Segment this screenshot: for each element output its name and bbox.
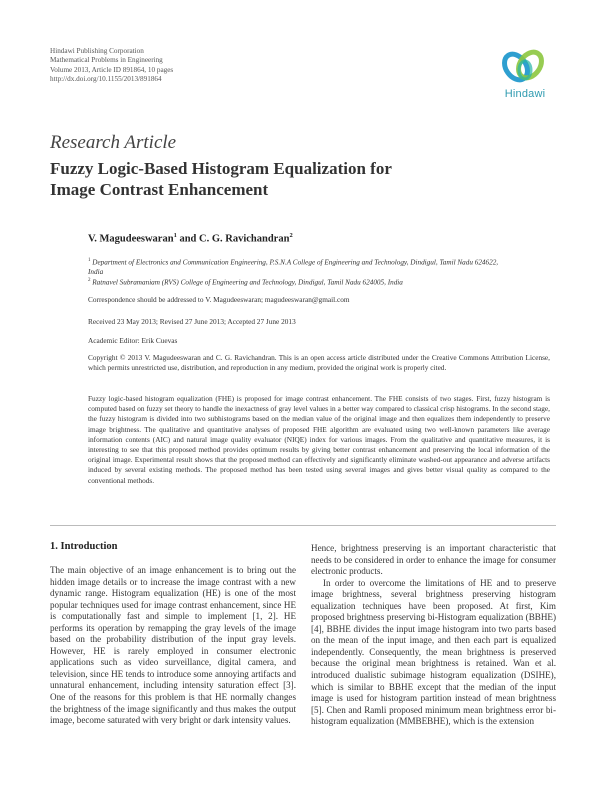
affiliation-marker: 2 bbox=[88, 278, 91, 283]
author-list bbox=[88, 232, 293, 245]
body-paragraph: The main objective of an image enhancement is to bring out the hidden image details or to increase the image contrast with a new dynamic range. Histogram equalization (HE) is one of the most popular techniques used for image contrast enhancement, since HE is computationally fast and simple to implement [1, 2]. HE performs its operation by remapping the gray levels of the image based on the probability distribution of the input gray levels. However, HE is rarely employed in consumer electronic applications such as video surveillance, digital camera, and television, since HE tends to introduce some annoying artifacts and unnatural enhancement, including intensity saturation effect [3]. One of the reasons for this problem is that HE normally changes the brightness of the image significantly and thus makes the output image, become saturated with very bright or dark intensity values. bbox=[50, 565, 296, 726]
copyright-notice: Copyright © 2013 V. Magudeeswaran and C. G. Ravichandran. This is an open access article distributed under the Creative Commons Attribution License, which permits unrestricted use, distribution, and reproduction in any medium, provided the original work is properly cited. bbox=[88, 353, 550, 372]
body-paragraph: In order to overcome the limitations of HE and to preserve image brightness, several brightness preserving histogram equalization techniques have been proposed. At first, Kim proposed brightness preserving bi-Histogram equalization (BBHE) [4], BBHE divides the input image histogram into two parts based on the mean of the input image, and then each part is equalized independently. Consequently, the mean brightness is preserved because the original mean brightness is retained. Wan et al. introduced dualistic subimage histogram equalization (DSIHE), which is similar to BBHE except that the median of the input image is used for histogram partition instead of mean brightness [5]. Chen and Ramli proposed minimum mean brightness error bi-histogram equalization (MMBEBHE), which is the extension bbox=[311, 577, 556, 727]
volume-info: Volume 2013, Article ID 891864, 10 pages bbox=[50, 65, 174, 74]
author-conjunction: and bbox=[176, 233, 199, 245]
doi-link[interactable]: http://dx.doi.org/10.1155/2013/891864 bbox=[50, 75, 162, 84]
correspondence: Correspondence should be addressed to V. Magudeeswaran; magudeeswaran@gmail.com bbox=[88, 295, 350, 304]
title-line: Fuzzy Logic-Based Histogram Equalization for bbox=[50, 159, 392, 178]
title-line: Image Contrast Enhancement bbox=[50, 180, 269, 199]
section-divider bbox=[50, 525, 556, 526]
affiliation-marker: 2 bbox=[289, 232, 293, 239]
affiliation-text: Ratnavel Subramaniam (RVS) College of Engineering and Technology, Dindigul, Tamil Nadu 624005, India bbox=[92, 278, 403, 287]
publisher-info bbox=[50, 47, 173, 85]
hindawi-logo-icon bbox=[494, 46, 556, 88]
affiliation-1 bbox=[88, 256, 508, 278]
affiliation-2 bbox=[88, 276, 528, 288]
article-type: Research Article bbox=[50, 132, 177, 153]
affiliation-text: Department of Electronics and Communication Engineering, P.S.N.A College of Engineering and Technology, Dindigul, Tamil Nadu 624622, India bbox=[88, 258, 499, 276]
hindawi-logo-text: Hindawi bbox=[504, 88, 546, 100]
journal-name: Mathematical Problems in Engineering bbox=[50, 56, 163, 65]
affiliation-marker: 1 bbox=[173, 232, 177, 239]
paper-title bbox=[50, 158, 530, 200]
body-paragraph: Hence, brightness preserving is an important characteristic that needs to be considered in order to enhance the image for consumer electronic products. bbox=[311, 543, 556, 577]
academic-editor: Academic Editor: Erik Cuevas bbox=[88, 336, 178, 345]
left-column bbox=[50, 565, 296, 727]
publisher-name: Hindawi Publishing Corporation bbox=[50, 47, 144, 55]
author-name: C. G. Ravichandran bbox=[199, 233, 290, 245]
author-name: V. Magudeeswaran bbox=[88, 233, 174, 245]
submission-dates: Received 23 May 2013; Revised 27 June 2013; Accepted 27 June 2013 bbox=[88, 317, 296, 326]
section-heading: 1. Introduction bbox=[50, 541, 118, 552]
right-column bbox=[311, 543, 556, 728]
abstract: Fuzzy logic-based histogram equalization (FHE) is proposed for image contrast enhancement. The FHE consists of two stages. First, fuzzy histogram is computed based on fuzzy set theory to handle the inexactness of gray level values in a better way compared to classical crisp histograms. In the second stage, the fuzzy histogram is divided into two subhistograms based on the median value of the original image and then equalizes them independently to preserve image brightness. The qualitative and quantitative analyses of proposed FHE algorithm are evaluated using two well-known parameters like average information contents (AIC) and natural image quality evaluator (NIQE) index for various images. From the qualitative and quantitative measures, it is interesting to see that this proposed method provides optimum results by giving better contrast enhancement and preserving the local information of the original image. Experimental result shows that the proposed method can effectively and significantly eliminate washed-out appearance and adverse artifacts induced by several existing methods. The proposed method has been tested using several images and gives better visual quality as compared to the conventional methods. bbox=[88, 394, 550, 485]
affiliation-marker: 1 bbox=[88, 258, 91, 263]
hindawi-logo bbox=[494, 46, 556, 104]
